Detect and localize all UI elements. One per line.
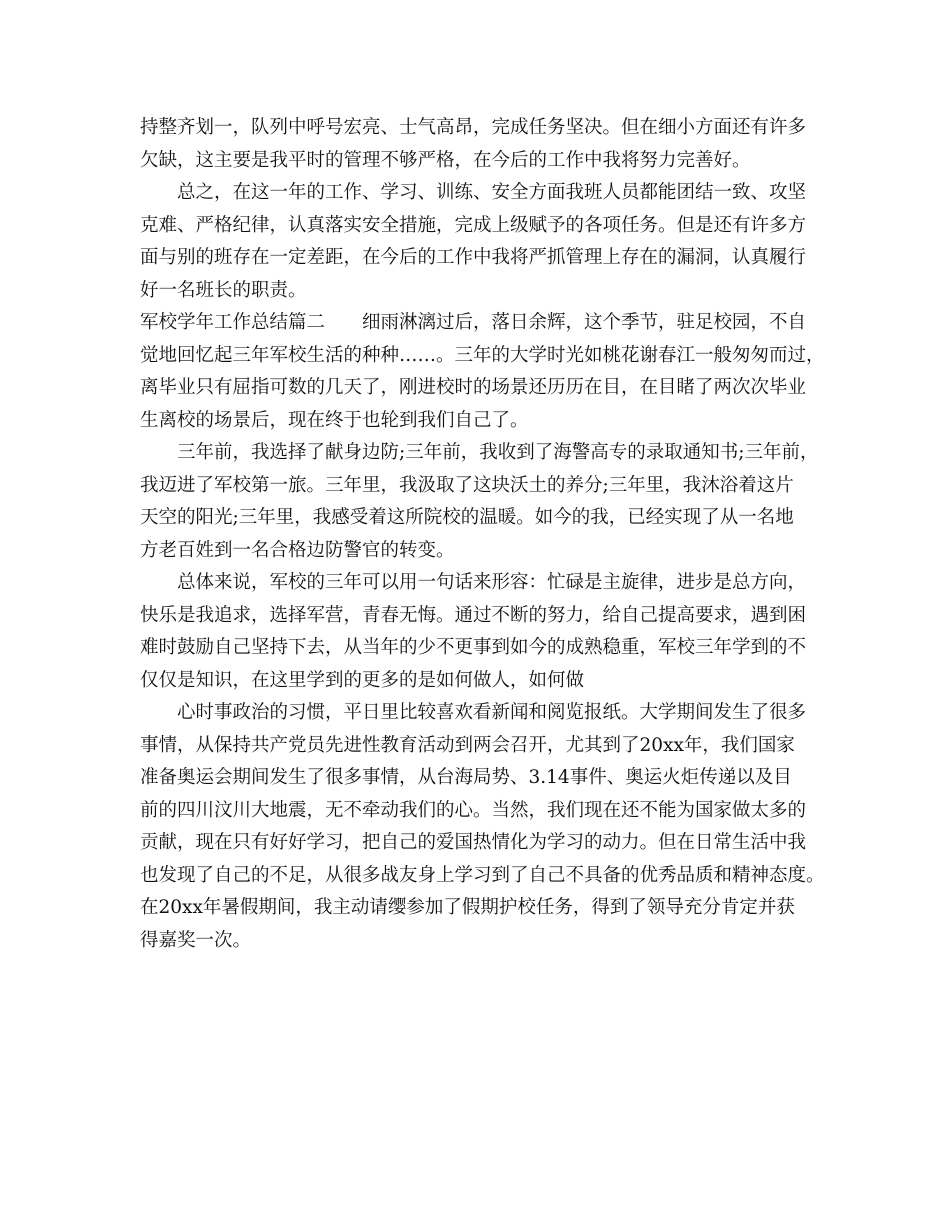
text-line: 离毕业只有屈指可数的几天了，刚进校时的场景还历历在目，在目睹了两次次毕业 xyxy=(140,377,807,398)
text-line: 总之，在这一年的工作、学习、训练、安全方面我班人员都能团结一致、攻坚 xyxy=(177,182,807,203)
text-line: 生离校的场景后，现在终于也轮到我们自己了。 xyxy=(140,409,529,431)
section-heading-line: 军校学年工作总结篇二 细雨淋漓过后，落日余辉，这个季节，驻足校园，不自 xyxy=(140,312,807,333)
text-line: 天空的阳光;三年里，我感受着这所院校的温暖。如今的我，已经实现了从一名地 xyxy=(140,507,794,528)
text-line: 得嘉奖一次。 xyxy=(140,929,252,951)
text-line: 快乐是我追求，选择军营，青春无悔。通过不断的努力，给自己提高要求，遇到困 xyxy=(140,604,807,626)
text-line: 欠缺，这主要是我平时的管理不够严格，在今后的工作中我将努力完善好。 xyxy=(140,149,751,171)
text-line: 贡献，现在只有好好学习，把自己的爱国热情化为学习的动力。但在日常生活中我 xyxy=(140,832,807,853)
text-line: 我迈进了军校第一旅。三年里，我汲取了这块沃土的养分;三年里，我沐浴着这片 xyxy=(140,474,794,496)
text-line: 好一名班长的职责。 xyxy=(140,279,307,301)
text-line: 方老百姓到一名合格边防警官的转变。 xyxy=(140,539,455,561)
text-line: 觉地回忆起三年军校生活的种种……。三年的大学时光如桃花谢春江一般匆匆而过， xyxy=(140,344,825,366)
text-line: 面与别的班存在一定差距，在今后的工作中我将严抓管理上存在的漏洞，认真履行 xyxy=(140,247,807,268)
text-line: 总体来说，军校的三年可以用一句话来形容：忙碌是主旋律，进步是总方向， xyxy=(177,572,807,593)
text-line: 在20xx年暑假期间，我主动请缨参加了假期护校任务，得到了领导充分肯定并获 xyxy=(140,897,795,918)
text-line: 事情，从保持共产党员先进性教育活动到两会召开，尤其到了20xx年，我们国家 xyxy=(140,734,795,756)
text-line: 难时鼓励自己坚持下去，从当年的少不更事到如今的成熟稳重，军校三年学到的不 xyxy=(140,637,807,658)
text-line: 准备奥运会期间发生了很多事情，从台海局势、3.14事件、奥运火炬传递以及目 xyxy=(140,767,792,788)
text-line: 持整齐划一，队列中呼号宏亮、士气高昂，完成任务坚决。但在细小方面还有许多 xyxy=(140,117,807,138)
text-line: 前的四川汶川大地震，无不牵动我们的心。当然，我们现在还不能为国家做太多的 xyxy=(140,799,807,821)
document-body xyxy=(140,112,830,957)
text-line: 心时事政治的习惯，平日里比较喜欢看新闻和阅览报纸。大学期间发生了很多 xyxy=(177,702,807,723)
text-line: 也发现了自己的不足，从很多战友身上学习到了自己不具备的优秀品质和精神态度。 xyxy=(140,864,825,886)
text-line: 仅仅是知识，在这里学到的更多的是如何做人，如何做 xyxy=(140,669,585,691)
text-line: 克难、严格纪律，认真落实安全措施，完成上级赋予的各项任务。但是还有许多方 xyxy=(140,214,807,236)
text-line: 三年前，我选择了献身边防;三年前，我收到了海警高专的录取通知书;三年前， xyxy=(177,442,819,463)
